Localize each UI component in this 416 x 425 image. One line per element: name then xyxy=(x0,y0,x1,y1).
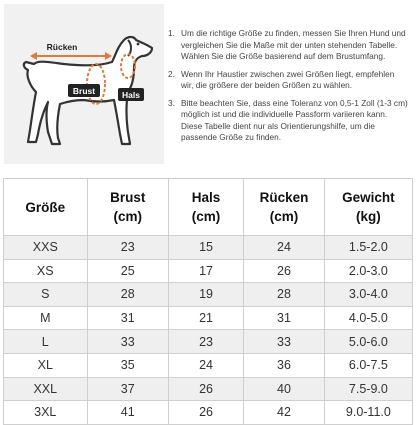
cell-chest: 25 xyxy=(87,259,168,283)
dog-measurement-diagram xyxy=(4,4,164,164)
cell-chest: 35 xyxy=(87,353,168,377)
cell-size: XL xyxy=(4,353,88,377)
cell-neck: 23 xyxy=(168,330,243,354)
instruction-number: 3. xyxy=(168,97,175,108)
back-arrow-left-head xyxy=(30,52,37,60)
table-row xyxy=(4,283,413,307)
table-row xyxy=(4,353,413,377)
cell-size: 3XL xyxy=(4,401,88,425)
table-row xyxy=(4,330,413,354)
header-neck-label: Hals xyxy=(191,190,221,205)
cell-chest: 37 xyxy=(87,377,168,401)
cell-back: 26 xyxy=(244,259,325,283)
cell-weight: 2.0-3.0 xyxy=(324,259,412,283)
header-size-label: Größe xyxy=(25,199,66,215)
cell-size: XXL xyxy=(4,377,88,401)
cell-back: 31 xyxy=(244,306,325,330)
cell-back: 28 xyxy=(244,283,325,307)
cell-neck: 15 xyxy=(168,236,243,260)
cell-size: L xyxy=(4,330,88,354)
header-back-unit: (cm) xyxy=(269,209,299,224)
cell-size: XS xyxy=(4,259,88,283)
table-row xyxy=(4,236,413,260)
back-label: Rücken xyxy=(46,42,78,52)
table-body xyxy=(4,236,413,425)
cell-chest: 33 xyxy=(87,330,168,354)
table-row xyxy=(4,306,413,330)
instruction-text: Um die richtige Größe zu finden, messen Sie Ihren Hund und vergleichen Sie die Maße mit der unten stehenden Tabelle. Wählen Sie die Größe basierend auf dem Brustumfang. xyxy=(181,28,406,61)
dog-eye xyxy=(137,43,140,46)
instructions-list xyxy=(168,28,408,150)
cell-back: 40 xyxy=(244,377,325,401)
cell-back: 36 xyxy=(244,353,325,377)
top-section xyxy=(0,0,416,168)
cell-neck: 19 xyxy=(168,283,243,307)
header-neck xyxy=(168,179,243,236)
table-row xyxy=(4,259,413,283)
cell-back: 33 xyxy=(244,330,325,354)
cell-chest: 28 xyxy=(87,283,168,307)
cell-size: M xyxy=(4,306,88,330)
cell-weight: 4.0-5.0 xyxy=(324,306,412,330)
cell-neck: 17 xyxy=(168,259,243,283)
instruction-number: 2. xyxy=(168,68,175,79)
cell-weight: 3.0-4.0 xyxy=(324,283,412,307)
cell-weight: 6.0-7.5 xyxy=(324,353,412,377)
header-chest xyxy=(87,179,168,236)
cell-chest: 23 xyxy=(87,236,168,260)
header-chest-unit: (cm) xyxy=(113,209,142,224)
cell-weight: 1.5-2.0 xyxy=(324,236,412,260)
header-weight xyxy=(324,179,412,236)
table-header-row xyxy=(4,179,413,236)
instruction-item xyxy=(168,69,408,92)
cell-chest: 31 xyxy=(87,306,168,330)
header-weight-unit: (kg) xyxy=(356,209,381,224)
instruction-text: Bitte beachten Sie, dass eine Toleranz von 0,5-1 Zoll (1-3 cm) möglich ist und die individuelle Passform variieren kann. Diese Tabelle dient nur als Orientierungshilfe, um die passende Größe zu finden. xyxy=(181,97,408,142)
back-arrow-right-head xyxy=(105,52,112,60)
cell-back: 42 xyxy=(244,401,325,425)
cell-back: 24 xyxy=(244,236,325,260)
cell-size: S xyxy=(4,283,88,307)
instruction-number: 1. xyxy=(168,28,175,38)
header-neck-unit: (cm) xyxy=(191,209,221,224)
header-chest-label: Brust xyxy=(110,190,146,205)
cell-neck: 26 xyxy=(168,401,243,425)
cell-chest: 41 xyxy=(87,401,168,425)
dog-illustration xyxy=(4,4,164,164)
chest-label: Brust xyxy=(72,86,96,96)
cell-weight: 5.0-6.0 xyxy=(324,330,412,354)
header-size xyxy=(4,179,88,236)
cell-neck: 26 xyxy=(168,377,243,401)
cell-weight: 9.0-11.0 xyxy=(324,401,412,425)
instruction-text: Wenn Ihr Haustier zwischen zwei Größen liegt, empfehlen wir, die größere der beiden Größen zu wählen. xyxy=(181,68,395,90)
cell-size: XXS xyxy=(4,236,88,260)
header-back-label: Rücken xyxy=(259,190,309,205)
cell-weight: 7.5-9.0 xyxy=(324,377,412,401)
size-table-section xyxy=(0,178,416,420)
header-weight-label: Gewicht xyxy=(342,190,395,205)
cell-neck: 21 xyxy=(168,306,243,330)
instruction-item xyxy=(168,28,408,63)
neck-label: Hals xyxy=(122,90,140,100)
table-row xyxy=(4,401,413,425)
header-back xyxy=(244,179,325,236)
instruction-item xyxy=(168,98,408,144)
size-table xyxy=(3,178,413,425)
cell-neck: 24 xyxy=(168,353,243,377)
table-row xyxy=(4,377,413,401)
